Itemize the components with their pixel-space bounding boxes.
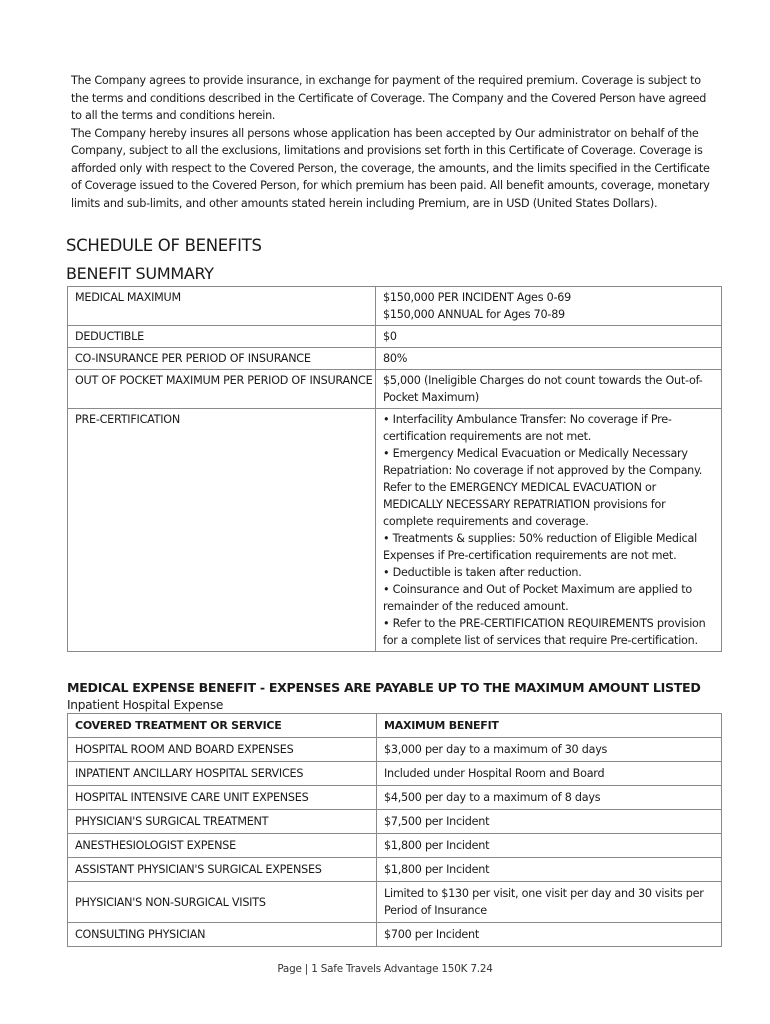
table-row: [68, 370, 722, 409]
table-row: [68, 923, 722, 947]
summary-value-line: • Treatments & supplies: 50% reduction of Eligible Medical Expenses if Pre-certification requirements are not met.: [383, 532, 697, 562]
inpatient-subheading: Inpatient Hospital Expense: [67, 698, 224, 712]
summary-value: [376, 348, 722, 370]
table-row: [68, 762, 722, 786]
service-cell: ANESTHESIOLOGIST EXPENSE: [68, 834, 377, 858]
service-cell: ASSISTANT PHYSICIAN'S SURGICAL EXPENSES: [68, 858, 377, 882]
table-row: [68, 409, 722, 652]
medical-expense-heading: MEDICAL EXPENSE BENEFIT - EXPENSES ARE PAYABLE UP TO THE MAXIMUM AMOUNT LISTED: [67, 680, 701, 695]
summary-value-line: $150,000 ANNUAL for Ages 70-89: [383, 308, 565, 321]
table-row: [68, 858, 722, 882]
benefit-summary-table: [67, 286, 722, 652]
service-cell: PHYSICIAN'S NON-SURGICAL VISITS: [68, 882, 377, 923]
benefit-cell: Included under Hospital Room and Board: [377, 762, 722, 786]
benefit-cell: $7,500 per Incident: [377, 810, 722, 834]
column-header-service: COVERED TREATMENT OR SERVICE: [68, 714, 377, 738]
table-row: [68, 882, 722, 923]
summary-value: [376, 287, 722, 326]
benefit-cell: $3,000 per day to a maximum of 30 days: [377, 738, 722, 762]
table-row: [68, 834, 722, 858]
column-header-benefit: MAXIMUM BENEFIT: [377, 714, 722, 738]
table-header-row: [68, 714, 722, 738]
medical-expense-table: [67, 713, 722, 947]
benefit-summary-heading: BENEFIT SUMMARY: [66, 264, 214, 283]
table-row: [68, 810, 722, 834]
summary-value-line: $5,000 (Ineligible Charges do not count towards the Out-of-Pocket Maximum): [383, 374, 703, 404]
summary-value-line: • Emergency Medical Evacuation or Medically Necessary Repatriation: No coverage if not approved by the Company. Refer to the EMERGENCY MEDICAL EVACUATION or MEDICALLY NECESSARY REPATRIATION provisions for complete requirements and coverage.: [383, 447, 703, 528]
benefit-cell: $1,800 per Incident: [377, 834, 722, 858]
summary-label: DEDUCTIBLE: [68, 326, 376, 348]
summary-label: CO-INSURANCE PER PERIOD OF INSURANCE: [68, 348, 376, 370]
intro-paragraph-2: The Company hereby insures all persons whose application has been accepted by Our administrator on behalf of the Company, subject to all the exclusions, limitations and provisions set forth in this Certificate of Coverage. Coverage is afforded only with respect to the Covered Person, the coverage, the amounts, and the limits specified in the Certificate of Coverage issued to the Covered Person, for which premium has been paid. All benefit amounts, coverage, monetary limits and sub-limits, and other amounts stated herein including Premium, are in USD (United States Dollars).: [71, 126, 710, 210]
service-cell: HOSPITAL ROOM AND BOARD EXPENSES: [68, 738, 377, 762]
table-row: [68, 326, 722, 348]
summary-value-line: $150,000 PER INCIDENT Ages 0-69: [383, 291, 571, 304]
summary-label: MEDICAL MAXIMUM: [68, 287, 376, 326]
intro-paragraph-1: The Company agrees to provide insurance, in exchange for payment of the required premium. Coverage is subject to the terms and conditions described in the Certificate of Coverage. The Company and the Covered Person have agreed to all the terms and conditions herein.: [71, 74, 707, 122]
summary-label: OUT OF POCKET MAXIMUM PER PERIOD OF INSURANCE: [68, 370, 376, 409]
table-row: [68, 738, 722, 762]
service-cell: CONSULTING PHYSICIAN: [68, 923, 377, 947]
summary-value: [376, 409, 722, 652]
benefit-cell: $4,500 per day to a maximum of 8 days: [377, 786, 722, 810]
summary-value: [376, 370, 722, 409]
service-cell: PHYSICIAN'S SURGICAL TREATMENT: [68, 810, 377, 834]
schedule-heading: SCHEDULE OF BENEFITS: [66, 236, 262, 255]
intro-text: [71, 72, 719, 212]
summary-value-line: • Refer to the PRE-CERTIFICATION REQUIREMENTS provision for a complete list of services that require Pre-certification.: [383, 617, 706, 647]
benefit-cell: $1,800 per Incident: [377, 858, 722, 882]
service-cell: INPATIENT ANCILLARY HOSPITAL SERVICES: [68, 762, 377, 786]
benefit-cell: Limited to $130 per visit, one visit per day and 30 visits per Period of Insurance: [377, 882, 722, 923]
summary-label: PRE-CERTIFICATION: [68, 409, 376, 652]
service-cell: HOSPITAL INTENSIVE CARE UNIT EXPENSES: [68, 786, 377, 810]
table-row: [68, 348, 722, 370]
summary-value-line: • Deductible is taken after reduction.: [383, 566, 582, 579]
benefit-cell: $700 per Incident: [377, 923, 722, 947]
table-row: [68, 287, 722, 326]
summary-value-line: $0: [383, 330, 397, 343]
summary-value-line: 80%: [383, 352, 408, 365]
summary-value: [376, 326, 722, 348]
page-footer: Page | 1 Safe Travels Advantage 150K 7.24: [277, 963, 493, 975]
summary-value-line: • Coinsurance and Out of Pocket Maximum are applied to remainder of the reduced amount.: [383, 583, 692, 613]
table-row: [68, 786, 722, 810]
summary-value-line: • Interfacility Ambulance Transfer: No coverage if Pre-certification requirements are not met.: [383, 413, 672, 443]
